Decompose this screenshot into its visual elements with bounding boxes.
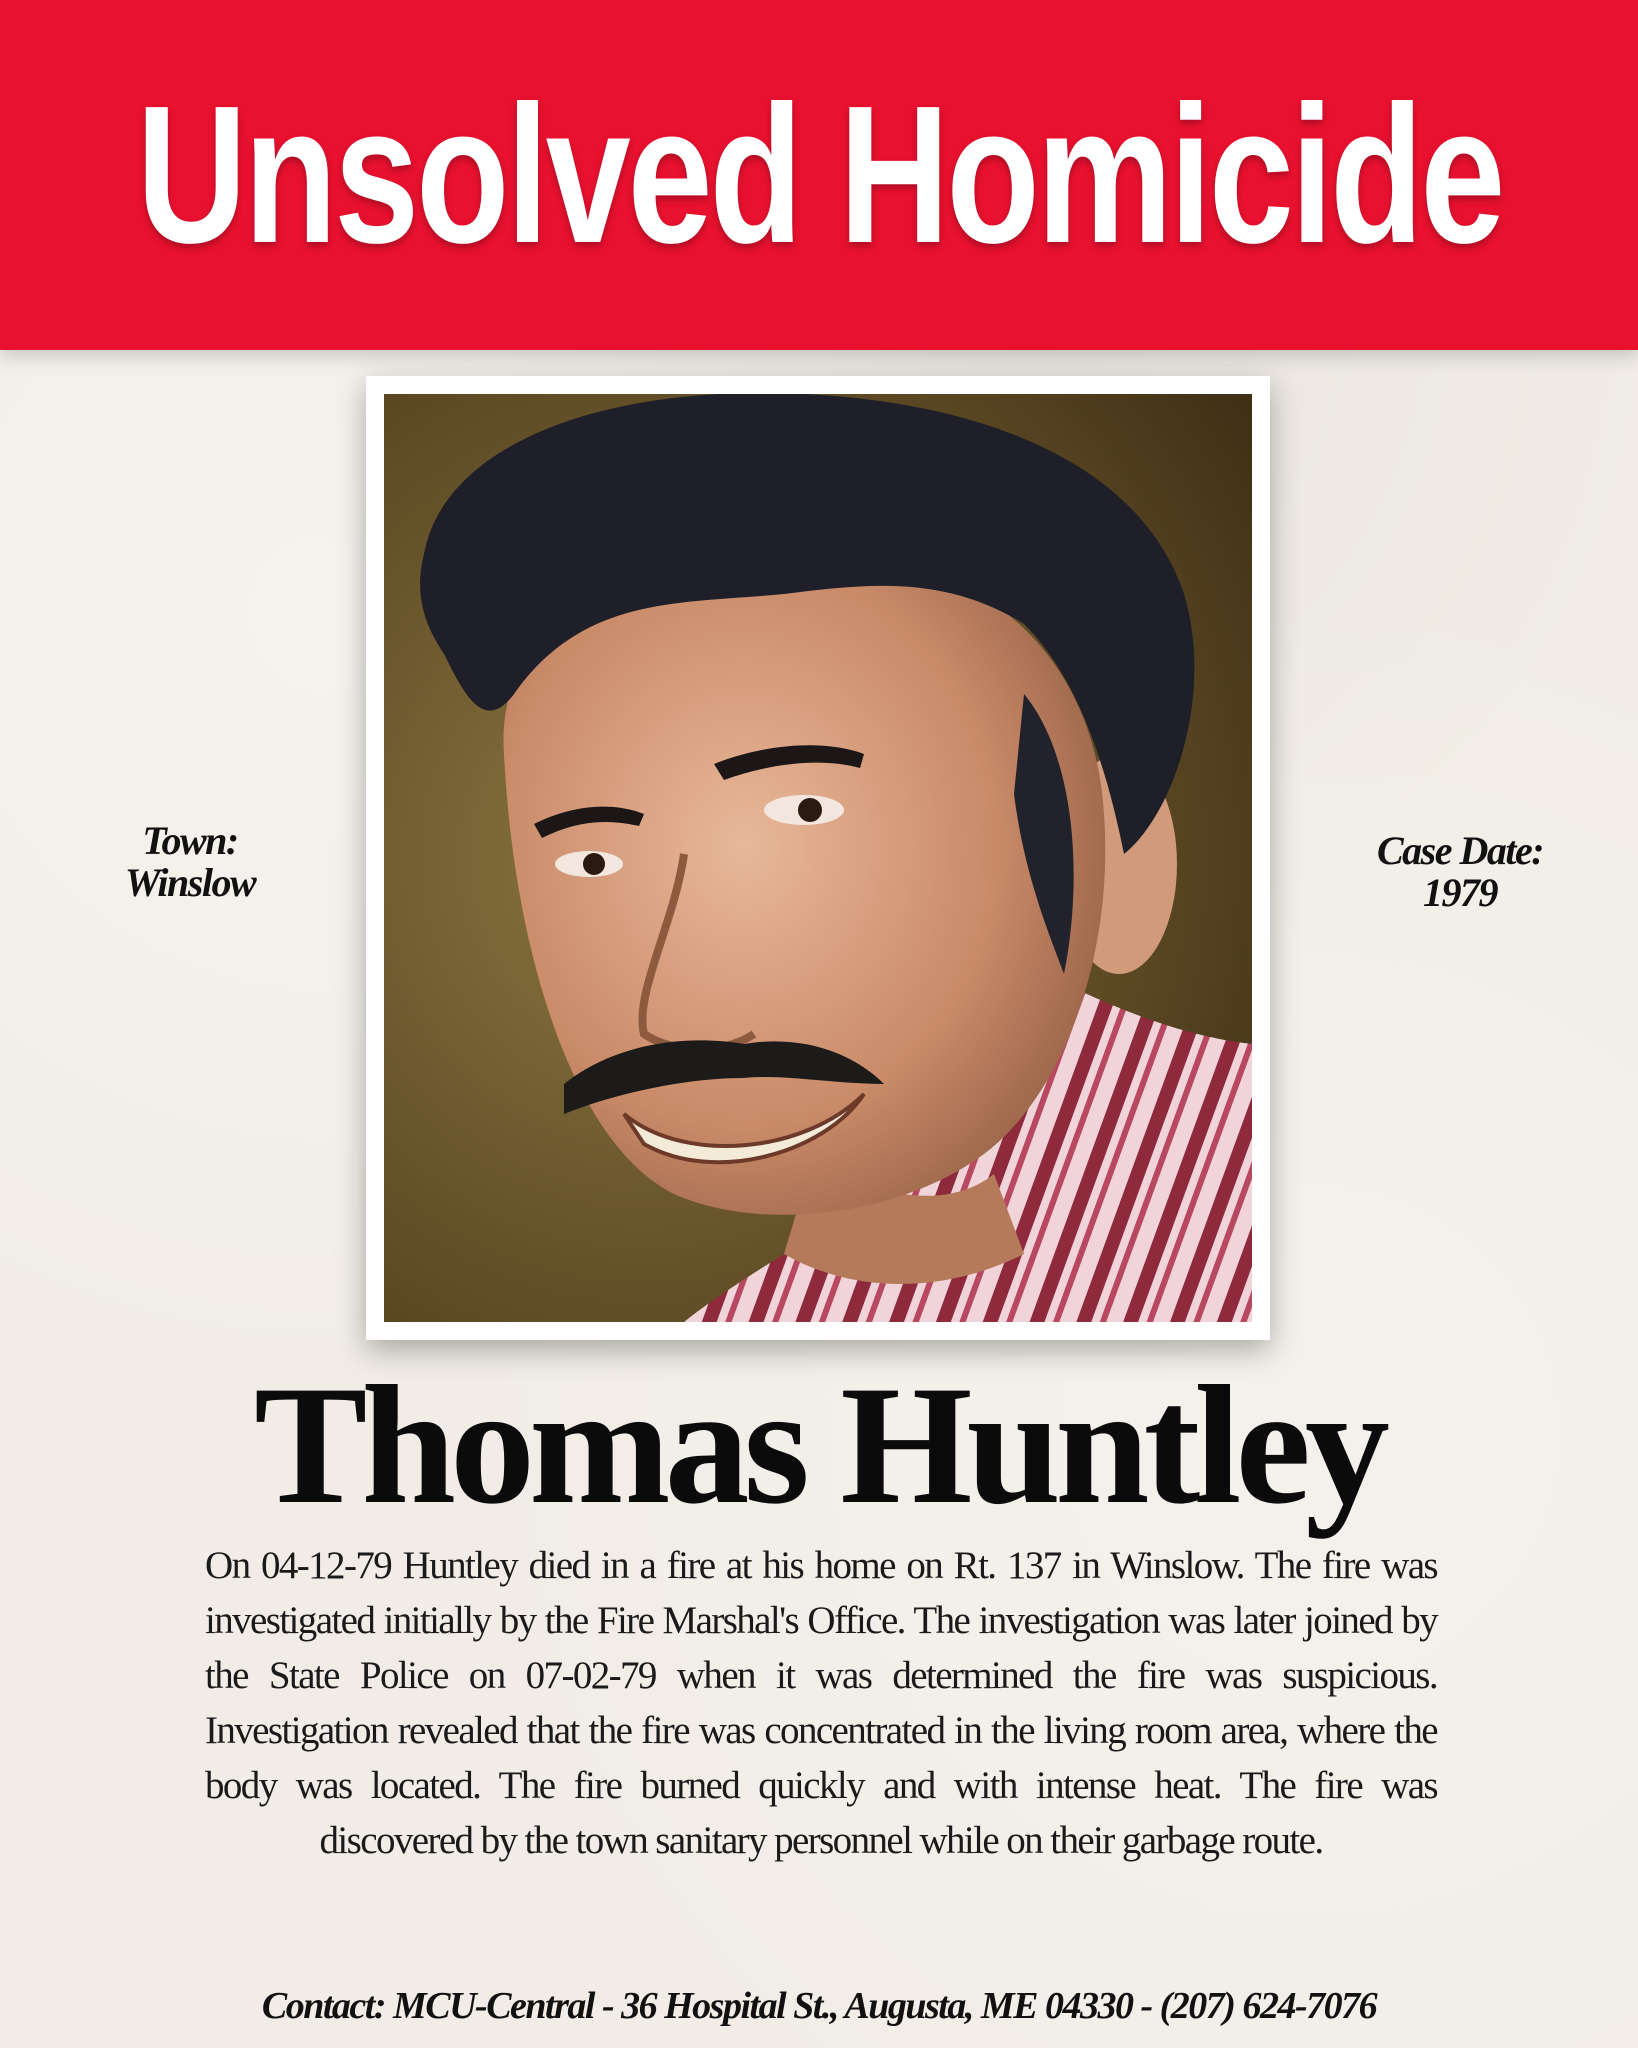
town-label: Town: — [142, 818, 238, 863]
town-value: Winslow — [124, 860, 256, 905]
case-date-value: 1979 — [1423, 870, 1497, 915]
contact-info: Contact: MCU-Central - 36 Hospital St., Augusta, ME 04330 - (207) 624-7076 — [261, 1985, 1377, 2027]
header-banner — [0, 0, 1638, 350]
victim-name: Thomas Huntley — [254, 1351, 1384, 1539]
poster-title: Unsolved Homicide — [136, 65, 1502, 284]
case-summary: On 04-12-79 Huntley died in a fire at his home on Rt. 137 in Winslow. The fire was investigated initially by the Fire Marshal's Office. The investigation was later joined by the State Police on 07-02-79 when it was determined the fire was suspicious. Investigation revealed that the fire was concentrated in the living room area, where the body was located. The fire burned quickly and with intense heat. The fire was discovered by the town sanitary personnel while on their garbage route. — [205, 1544, 1437, 1862]
case-date-label: Case Date: — [1376, 828, 1544, 873]
victim-portrait — [384, 394, 1252, 1322]
portrait-frame — [366, 376, 1270, 1340]
town-info — [90, 820, 290, 904]
case-date-info — [1330, 830, 1590, 914]
